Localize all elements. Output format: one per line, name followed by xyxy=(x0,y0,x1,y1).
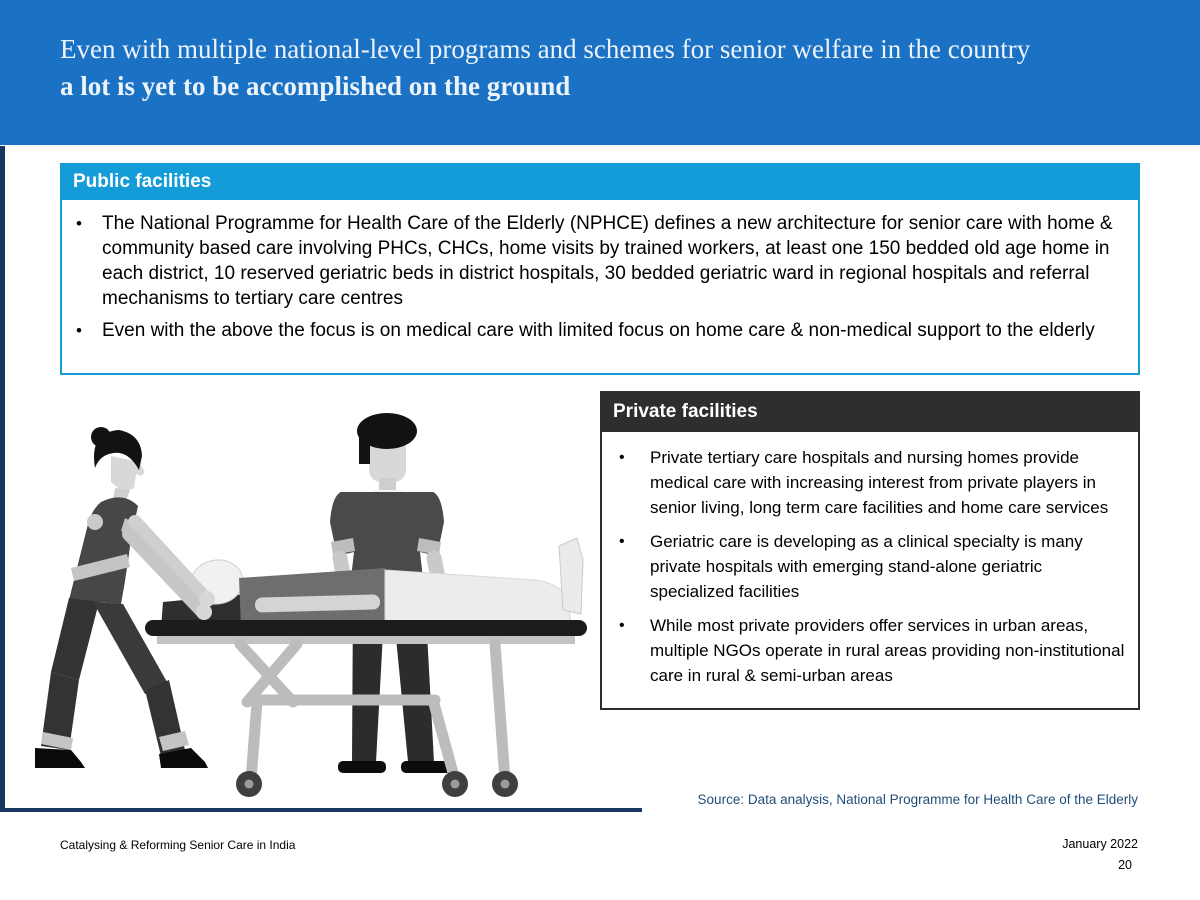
page-number: 20 xyxy=(1118,858,1132,872)
footer-date: January 2022 xyxy=(1062,837,1138,851)
bullet-item: • Private tertiary care hospitals and nursing homes provide medical care with increasing interest from private players in senior living, long term care facilities and home care services xyxy=(602,445,1130,520)
private-facilities-body xyxy=(600,432,1140,710)
bullet-item: • The National Programme for Health Care of the Elderly (NPHCE) defines a new architecture for senior care with home & community based care involving PHCs, CHCs, home visits by trained workers, at least one 150 bedded old age home in each district, 10 reserved geriatric beds in district hospitals, 30 bedded geriatric ward in regional hospitals and referral mechanisms to tertiary care centres xyxy=(62,211,1124,311)
slide-title-line2: a lot is yet to be accomplished on the ground xyxy=(60,71,571,101)
footer-divider xyxy=(0,808,642,812)
public-facilities-box xyxy=(60,163,1140,375)
gurney-wheels xyxy=(236,771,518,797)
public-bullet-list xyxy=(62,211,1124,343)
source-note: Source: Data analysis, National Programme for Health Care of the Elderly xyxy=(697,792,1138,807)
bullet-item: • Geriatric care is developing as a clinical specialty is many private hospitals with emerging stand-alone geriatric specialized facilities xyxy=(602,529,1130,604)
slide-title-line1: Even with multiple national-level programs and schemes for senior welfare in the country xyxy=(60,34,1031,64)
private-bullet-list xyxy=(602,445,1130,688)
private-facilities-box xyxy=(600,391,1140,710)
public-facilities-body xyxy=(60,200,1140,375)
bullet-item: • While most private providers offer services in urban areas, multiple NGOs operate in rural areas providing non-institutional care in rural & semi-urban areas xyxy=(602,613,1130,688)
bullet-item: • Even with the above the focus is on medical care with limited focus on home care & non-medical support to the elderly xyxy=(62,318,1124,343)
footer-deck-title: Catalysing & Reforming Senior Care in India xyxy=(60,838,296,852)
header-banner xyxy=(0,0,1200,145)
stretcher-illustration xyxy=(35,410,595,805)
slide-title xyxy=(60,31,1170,105)
left-accent-bar xyxy=(0,146,5,812)
private-facilities-header: Private facilities xyxy=(600,391,1140,432)
public-facilities-header: Public facilities xyxy=(60,163,1140,200)
